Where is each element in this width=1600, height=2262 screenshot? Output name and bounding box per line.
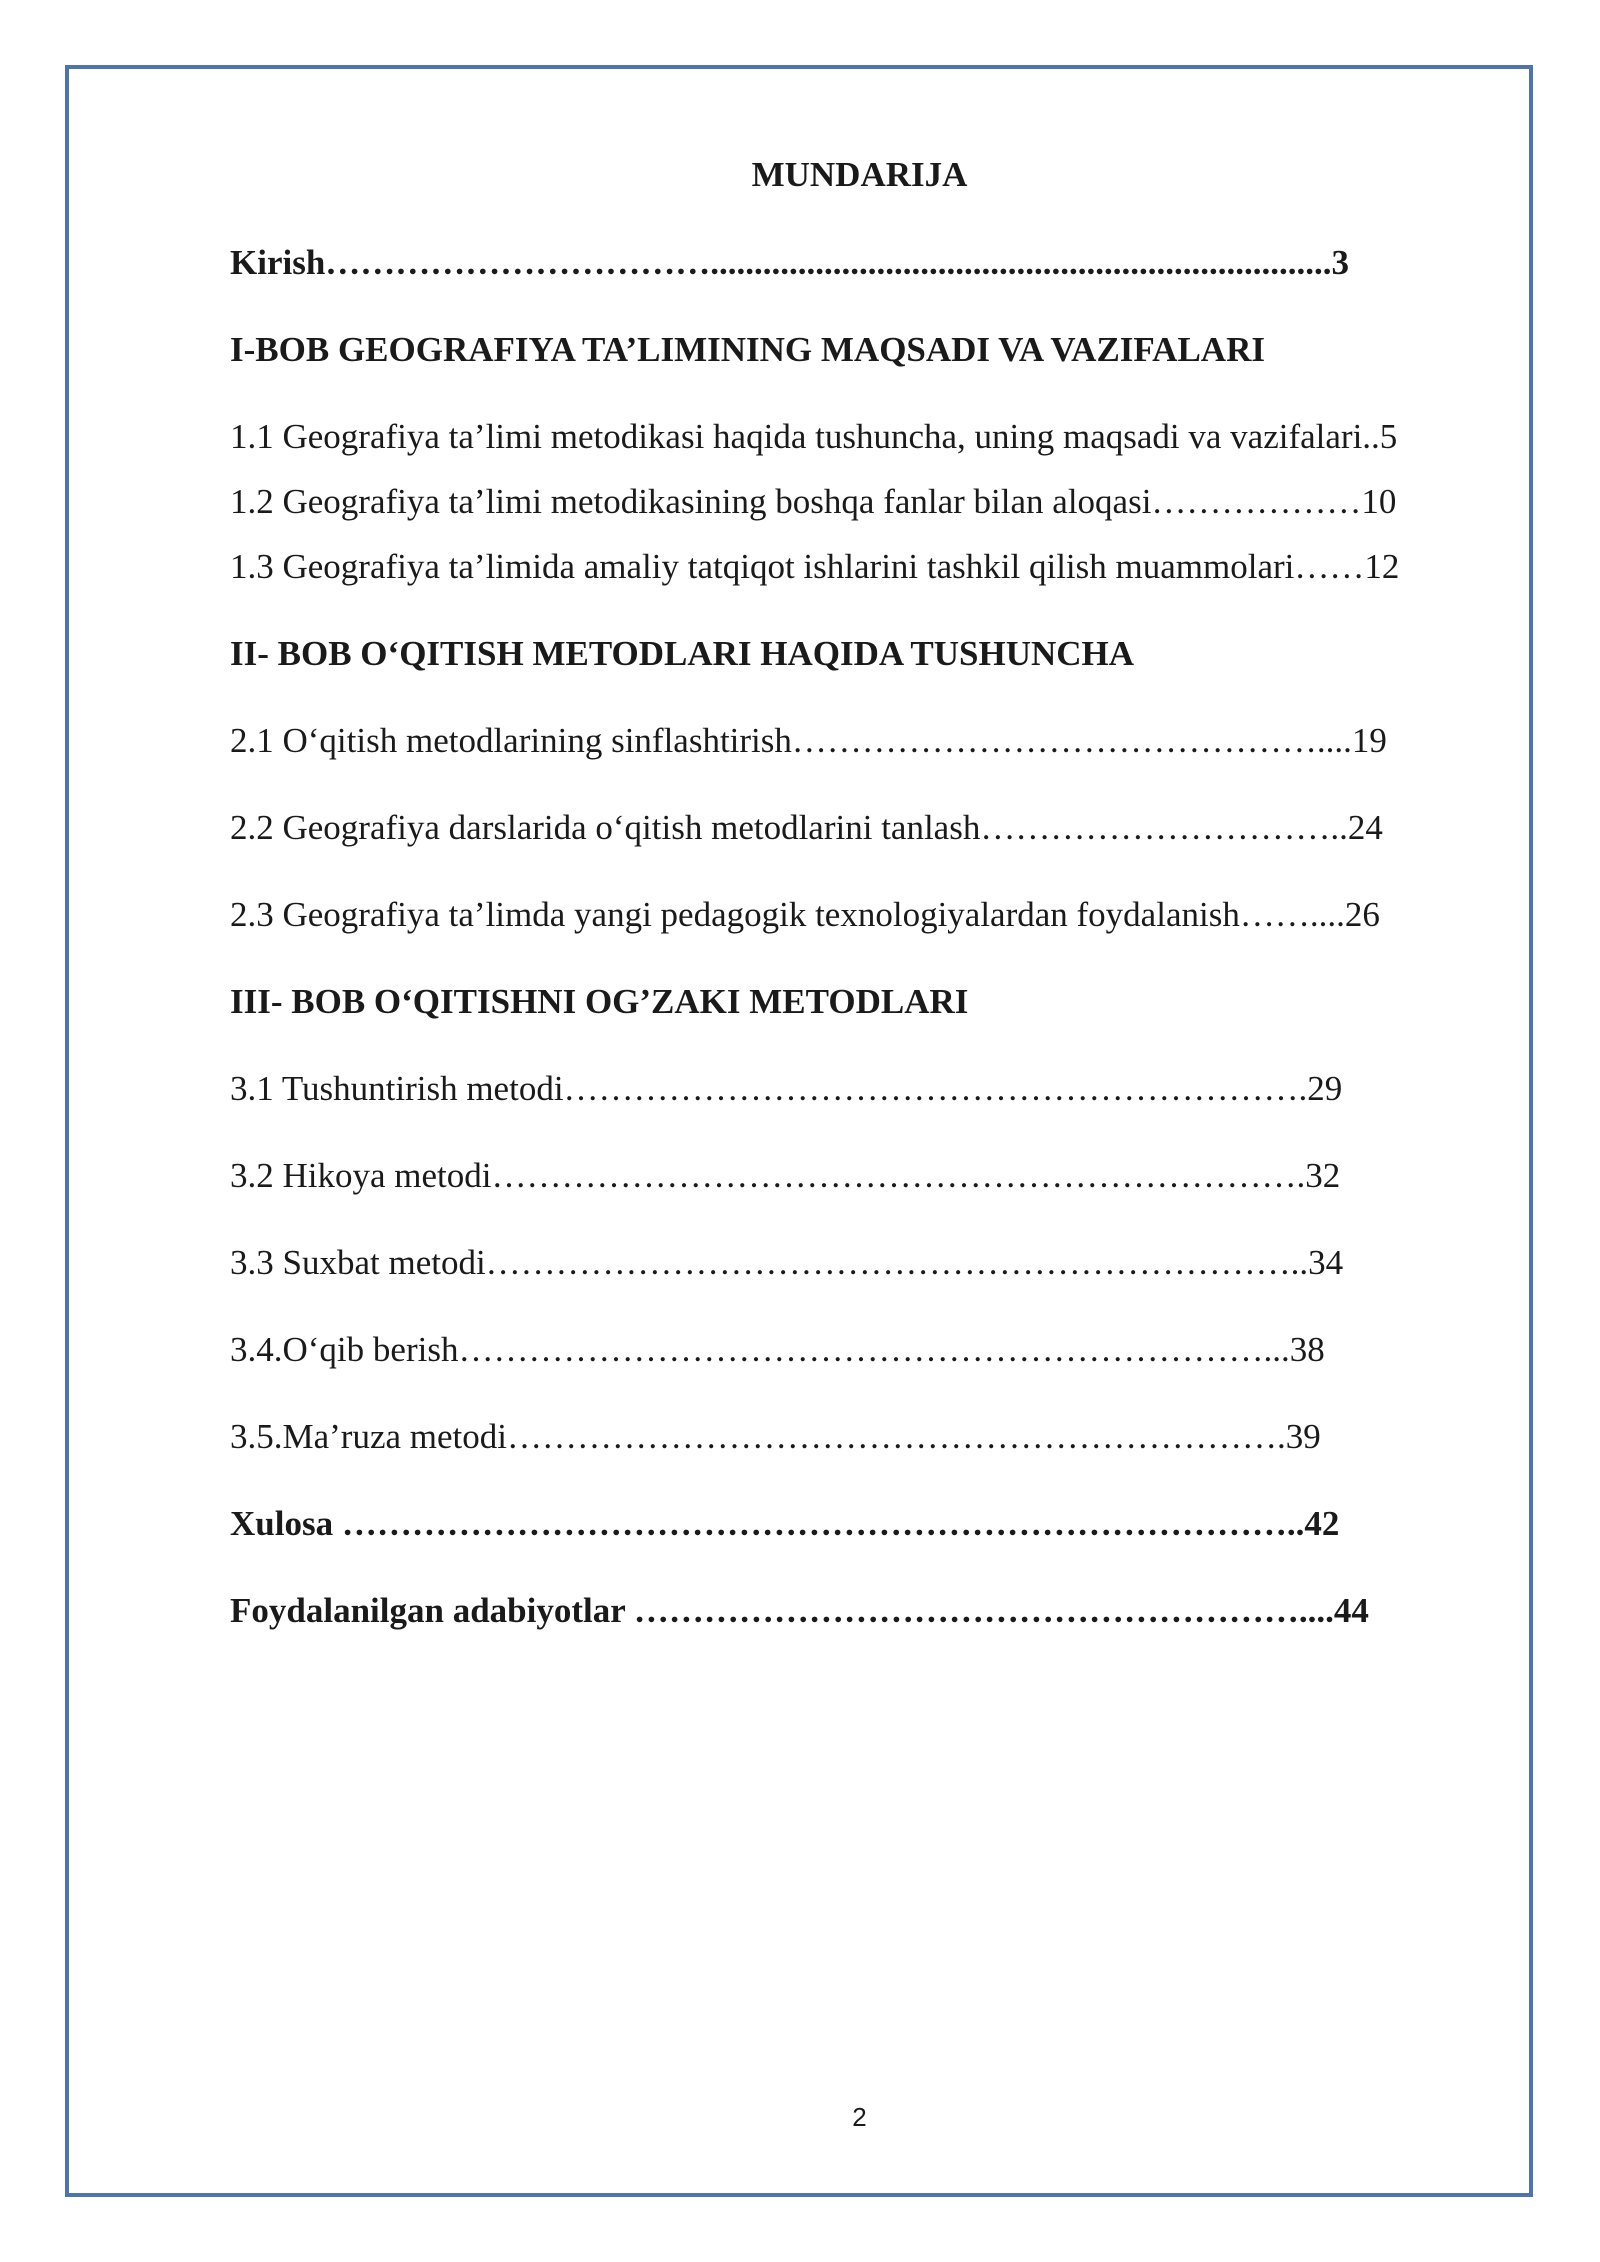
- toc-chapter-3-heading[interactable]: III- BOB O‘QITISHNI OG’ZAKI METODLARI: [230, 982, 969, 1021]
- toc-entry-1-2[interactable]: 1.2 Geografiya ta’limi metodikasining boshqa fanlar bilan aloqasi………………10: [230, 482, 1397, 521]
- toc-entry-2-1[interactable]: 2.1 O‘qitish metodlarining sinflashtirish………………………………………....19: [230, 721, 1387, 760]
- toc-chapter-2-heading[interactable]: II- BOB O‘QITISH METODLARI HAQIDA TUSHUNCHA: [230, 634, 1135, 673]
- toc-entry-1-1[interactable]: 1.1 Geografiya ta’limi metodikasi haqida tushuncha, uning maqsadi va vazifalari..5: [230, 417, 1398, 456]
- toc-entry-1-3[interactable]: 1.3 Geografiya ta’limida amaliy tatqiqot ishlarini tashkil qilish muammolari……12: [230, 547, 1400, 586]
- toc-entry-3-4[interactable]: 3.4.O‘qib berish……………………………………………………………...38: [230, 1330, 1325, 1369]
- toc-entry-3-2[interactable]: 3.2 Hikoya metodi…………………………………………………………….32: [230, 1156, 1341, 1195]
- toc-entry-3-3[interactable]: 3.3 Suxbat metodi……………………………………………………………..34: [230, 1243, 1344, 1282]
- toc-chapter-1-heading[interactable]: I-BOB GEOGRAFIYA TA’LIMINING MAQSADI VA VAZIFALARI: [230, 330, 1265, 369]
- toc-entry-adabiyotlar[interactable]: Foydalanilgan adabiyotlar …………………………………………………....44: [230, 1591, 1369, 1630]
- page-border: [65, 65, 1533, 2197]
- toc-entry-3-1[interactable]: 3.1 Tushuntirish metodi……………………………………………………….29: [230, 1069, 1343, 1108]
- page-number: 2: [852, 2102, 867, 2132]
- toc-entry-2-2[interactable]: 2.2 Geografiya darslarida o‘qitish metodlarini tanlash…………………………..24: [230, 808, 1383, 847]
- toc-title: MUNDARIJA: [751, 155, 968, 194]
- toc-entry-kirish[interactable]: Kirish…………………………….......................................................................3: [230, 243, 1350, 282]
- toc-entry-xulosa[interactable]: Xulosa ………………………………………………………………………..42: [230, 1504, 1340, 1543]
- toc-entry-2-3[interactable]: 2.3 Geografiya ta’limda yangi pedagogik texnologiyalardan foydalanish……....26: [230, 895, 1380, 934]
- toc-entry-3-5[interactable]: 3.5.Ma’ruza metodi………………………………………………………….39: [230, 1417, 1321, 1456]
